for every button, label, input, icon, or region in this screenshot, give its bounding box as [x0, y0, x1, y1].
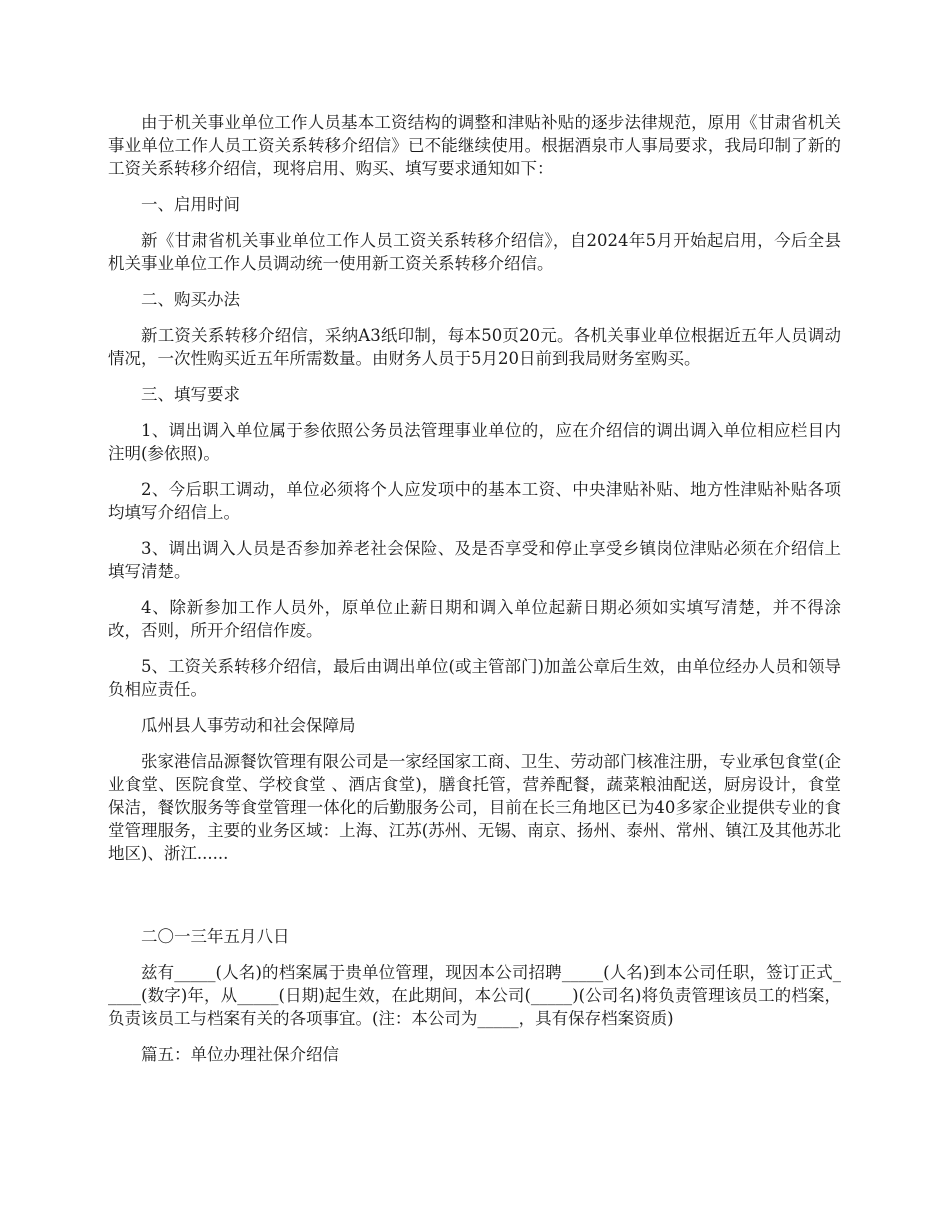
document-date: 二〇一三年五月八日: [141, 927, 290, 946]
section-heading-purchase: 二、购买办法: [141, 290, 240, 309]
company-intro-paragraph: 张家港信品源餐饮管理有限公司是一家经国家工商、卫生、劳动部门核准注册，专业承包食堂(企业食堂、医院食堂、学校食堂 、酒店食堂)，膳食托管，营养配餐，蔬菜粮油配送，厨房设计，食堂保洁，餐饮服务等食堂管理一体化的后勤服务公司，目前在长三角地区已为40多家企业提供专业的食堂管理服务，主要的业务区域：上海、江苏(苏州、无锡、南京、扬州、泰州、常州、镇江及其他苏北地区)、浙江......: [108, 752, 841, 863]
requirement-item-5: 5、工资关系转移介绍信，最后由调出单位(或主管部门)加盖公章后生效，由单位经办人员和领导负相应责任。: [108, 657, 841, 699]
archive-letter-paragraph: 兹有_____(人名)的档案属于贵单位管理，现因本公司招聘_____(人名)到本公司任职，签订正式_____(数字)年，从_____(日期)起生效，在此期间，本公司(_____)(公司名)将负责管理该员工的档案，负责该员工与档案有关的各项事宜。(注：本公司为_____，具有保存档案资质): [108, 963, 841, 1028]
requirement-item-1: 1、调出调入单位属于参依照公务员法管理事业单位的，应在介绍信的调出调入单位相应栏目内注明(参依照)。: [108, 421, 841, 463]
requirement-item-4: 4、除新参加工作人员外，原单位止薪日期和调入单位起薪日期必须如实填写清楚，并不得涂改，否则，所开介绍信作废。: [108, 598, 841, 640]
section-heading-fill-requirements: 三、填写要求: [141, 385, 240, 404]
chapter-five-title: 篇五：单位办理社保介绍信: [141, 1045, 339, 1064]
purchase-paragraph: 新工资关系转移介绍信，采纳A3纸印制，每本50页20元。各机关事业单位根据近五年人员调动情况，一次性购买近五年所需数量。由财务人员于5月20日前到我局财务室购买。: [108, 326, 841, 368]
section-heading-start-time: 一、启用时间: [141, 195, 240, 214]
start-time-paragraph: 新《甘肃省机关事业单位工作人员工资关系转移介绍信》，自2024年5月开始起启用，今后全县机关事业单位工作人员调动统一使用新工资关系转移介绍信。: [108, 231, 841, 273]
intro-paragraph: 由于机关事业单位工作人员基本工资结构的调整和津贴补贴的逐步法律规范，原用《甘肃省机关事业单位工作人员工资关系转移介绍信》已不能继续使用。根据酒泉市人事局要求，我局印制了新的工资关系转移介绍信，现将启用、购买、填写要求通知如下：: [108, 113, 841, 178]
document-body: [108, 111, 841, 1079]
issuer-signature: 瓜州县人事劳动和社会保障局: [141, 716, 356, 735]
requirement-item-2: 2、今后职工调动，单位必须将个人应发项中的基本工资、中央津贴补贴、地方性津贴补贴各项均填写介绍信上。: [108, 480, 841, 522]
requirement-item-3: 3、调出调入人员是否参加养老社会保险、及是否享受和停止享受乡镇岗位津贴必须在介绍信上填写清楚。: [108, 539, 841, 581]
